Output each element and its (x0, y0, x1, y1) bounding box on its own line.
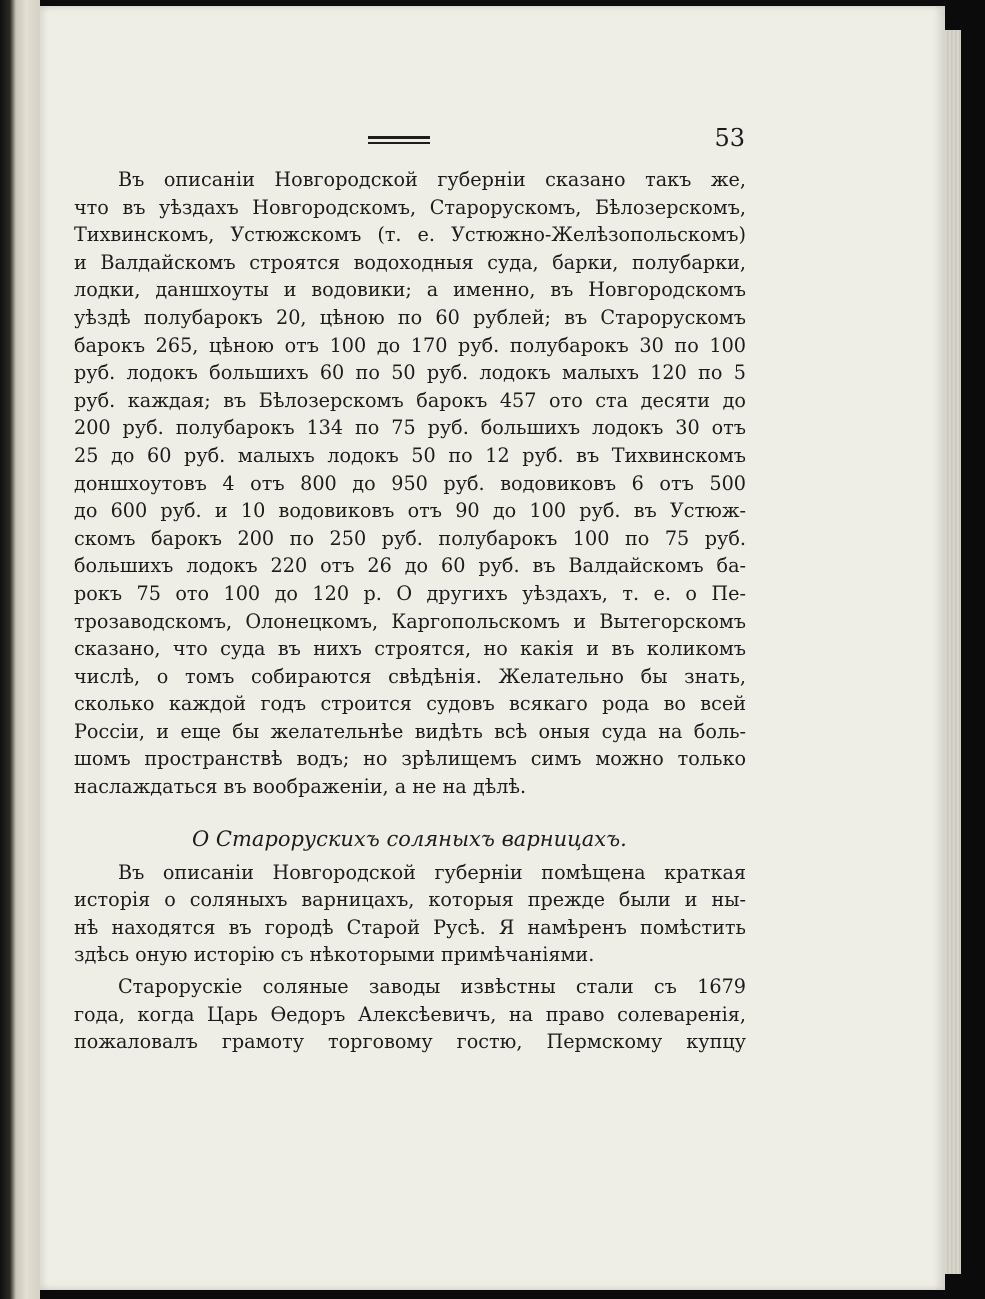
text-line: барокъ 265, цѣною отъ 100 до 170 руб. полубарокъ 30 по 100 (74, 333, 746, 357)
text-line: и Валдайскомъ строятся водоходныя суда, барки, полубарки, (74, 250, 746, 274)
text-line: здѣсь оную исторiю съ нѣкоторыми примѣчанiями. (74, 943, 595, 967)
text-line: большихъ лодокъ 220 отъ 26 до 60 руб. въ Валдайскомъ ба- (74, 554, 746, 578)
text-line: уѣздѣ полубарокъ 20, цѣною по 60 рублей; въ Староруcкомъ (74, 305, 746, 329)
text-line: числѣ, о томъ собираются свѣдѣнiя. Желательно бы знать, (74, 664, 746, 688)
text-line: пожаловалъ грамоту торговому гостю, Пермскому купцу (74, 1030, 746, 1054)
text-line: исторiя о соляныхъ варницахъ, которыя прежде были и ны- (74, 888, 746, 912)
header-rule (368, 136, 430, 144)
text-line: Россiи, и еще бы желательнѣе видѣть всѣ оныя суда на боль- (74, 719, 746, 743)
text-line: наслаждаться въ воображенiи, а не на дѣлѣ. (74, 775, 527, 799)
text-line: руб. лодокъ большихъ 60 по 50 руб. лодокъ малыхъ 120 по 5 (74, 361, 746, 385)
text-line: руб. каждая; въ Бѣлозерскомъ барокъ 457 ото ста десяти до (74, 388, 746, 412)
text-line: лодки, даншхоуты и водовики; а именно, въ Новгородскомъ (74, 278, 746, 302)
text-line: нѣ находятся въ городѣ Старой Русѣ. Я намѣренъ помѣстить (74, 915, 746, 939)
page-text (74, 166, 746, 1056)
text-line: что въ уѣздахъ Новгородскомъ, Староруcкомъ, Бѣлозерскомъ, (74, 195, 746, 219)
left-page-edge (0, 0, 40, 1299)
text-line: рокъ 75 ото 100 до 120 р. О другихъ уѣздахъ, т. е. о Пе- (74, 581, 746, 605)
text-line: года, когда Царь Өедоръ Алексѣевичъ, на право солеваренiя, (74, 1002, 746, 1026)
text-line: доншхоутовъ 4 отъ 800 до 950 руб. водовиковъ 6 отъ 500 (74, 471, 746, 495)
text-line: сколько каждой годъ строится судовъ всякаго рода во всей (74, 692, 746, 716)
text-line: трозаводскомъ, Олонецкомъ, Каргопольскомъ и Вытегорскомъ (74, 609, 746, 633)
text-line: Въ описанiи Новгородской губернiи сказано такъ же, (118, 168, 746, 191)
text-line: Староруcкiе соляные заводы извѣстны стали съ 1679 (118, 975, 746, 999)
text-line: скомъ барокъ 200 по 250 руб. полубарокъ 100 по 75 руб. (74, 526, 746, 550)
paragraph-2 (74, 859, 746, 969)
page-number: 53 (714, 124, 745, 152)
paragraph-1 (74, 166, 746, 801)
text-line: 25 до 60 руб. малыхъ лодокъ 50 по 12 руб. въ Тихвинскомъ (74, 443, 746, 467)
text-line: шомъ пространствѣ водъ; но зрѣлищемъ симъ можно только (74, 747, 746, 771)
text-line: сказано, что суда въ нихъ строятся, но какiя и въ коликомъ (74, 637, 746, 661)
text-line: 200 руб. полубарокъ 134 по 75 руб. большихъ лодокъ 30 отъ (74, 416, 746, 440)
paragraph-3 (74, 973, 746, 1056)
text-line: Въ описанiи Новгородской губернiи помѣщена краткая (118, 860, 746, 884)
page-stack-edge (945, 30, 961, 1274)
text-line: до 600 руб. и 10 водовиковъ отъ 90 до 100 руб. въ Устюж- (74, 499, 746, 523)
text-line: Тихвинскомъ, Устюжскомъ (т. е. Устюжно-Желѣзопольскомъ) (74, 223, 746, 247)
section-heading: О Староруcкихъ соляныхъ варницахъ. (192, 826, 627, 851)
